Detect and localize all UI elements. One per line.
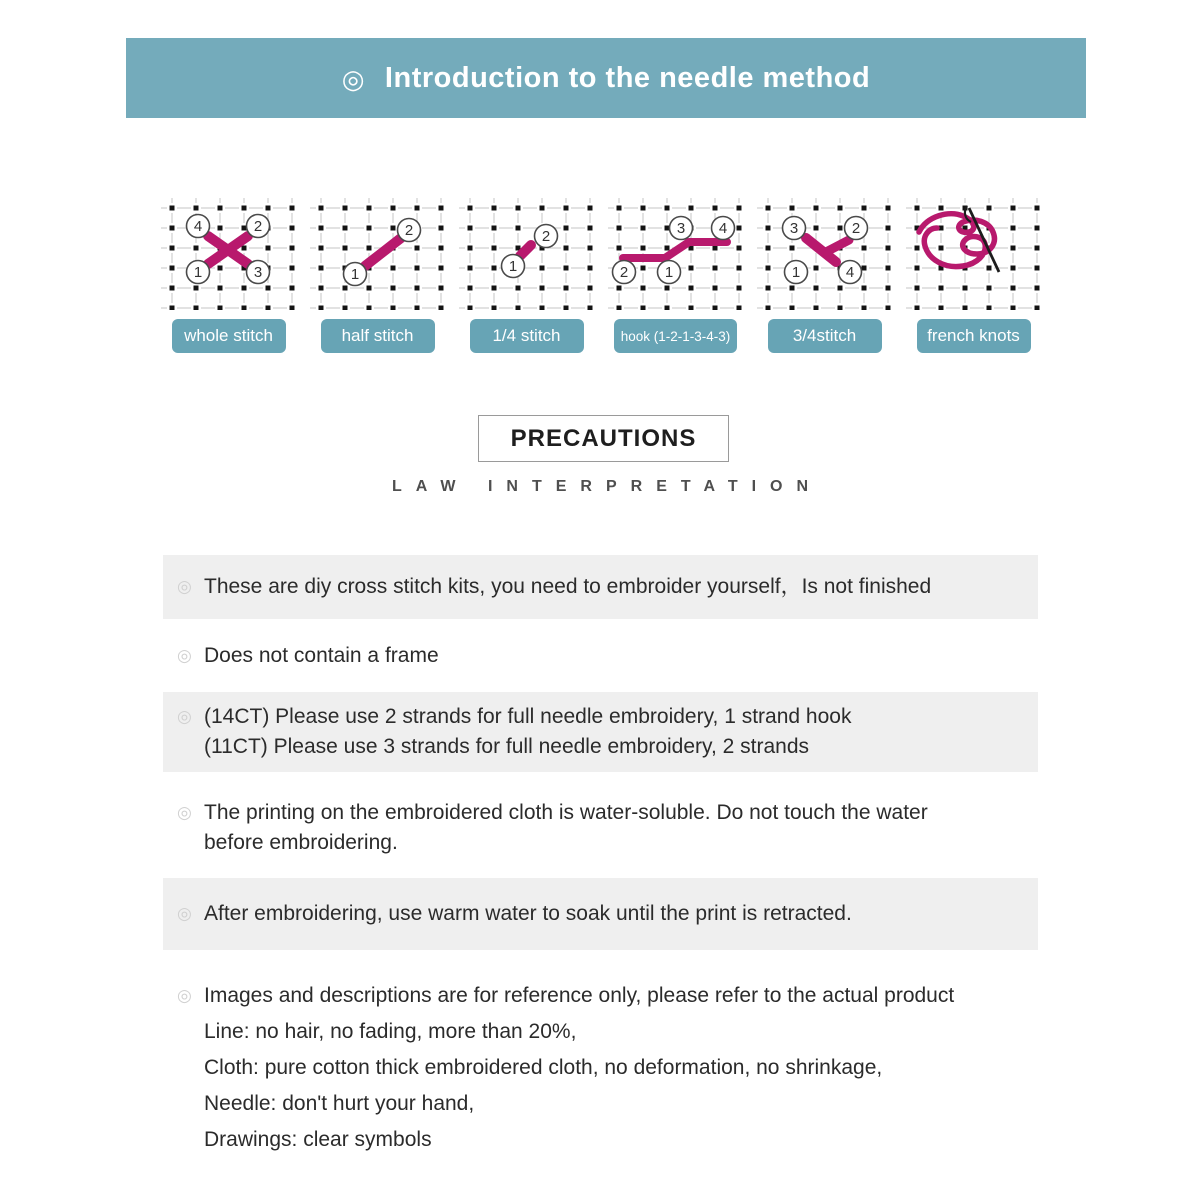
svg-text:1: 1 <box>350 266 360 283</box>
note-text: Line: no hair, no fading, more than 20%, <box>204 1020 577 1043</box>
diagram-three-quarter-stitch <box>756 198 893 353</box>
note-bullet-icon: ◎ <box>177 707 192 726</box>
double-circle-icon: ◎ <box>341 63 365 94</box>
svg-text:3: 3 <box>789 220 799 237</box>
stitch-point-marker <box>187 261 210 284</box>
precautions-title-box <box>478 415 729 462</box>
svg-text:1: 1 <box>508 258 518 275</box>
stitch-point-marker <box>783 217 806 240</box>
note-text: Images and descriptions are for reference only, please refer to the actual product <box>204 984 955 1007</box>
note-item <box>163 878 1038 950</box>
stitch-point-marker <box>785 261 808 284</box>
stitch-point-marker <box>398 219 421 242</box>
diagram-half-stitch <box>309 198 446 353</box>
svg-text:1: 1 <box>791 264 801 281</box>
note-text: (14CT) Please use 2 strands for full needle embroidery, 1 strand hook <box>204 705 852 728</box>
note-text: These are diy cross stitch kits, you need to embroider yourself，Is not finished <box>204 575 932 598</box>
note-item <box>163 692 1038 772</box>
svg-text:3: 3 <box>676 220 686 237</box>
three-quarter-stitch-illustration <box>756 198 893 310</box>
stitch-point-marker <box>712 217 735 240</box>
note-bullet-icon: ◎ <box>177 646 192 665</box>
diagram-label-french-knots: french knots <box>917 319 1031 353</box>
svg-text:2: 2 <box>404 222 414 239</box>
svg-text:3: 3 <box>253 264 263 281</box>
svg-text:2: 2 <box>541 228 551 245</box>
diagram-label-three-quarter: 3/4stitch <box>768 319 882 353</box>
note-item <box>163 798 1038 858</box>
note-item <box>163 978 1038 1158</box>
stitch-point-marker <box>502 255 525 278</box>
svg-text:1: 1 <box>193 264 203 281</box>
precaution-notes-list <box>163 555 1038 1158</box>
diagram-label-quarter-stitch: 1/4 stitch <box>470 319 584 353</box>
stitch-point-marker <box>344 263 367 286</box>
note-bullet-icon: ◎ <box>177 577 192 596</box>
svg-text:4: 4 <box>193 218 203 235</box>
svg-text:1: 1 <box>664 264 674 281</box>
stitch-point-marker <box>247 215 270 238</box>
precautions-title: PRECAUTIONS <box>510 424 697 452</box>
diagram-whole-stitch <box>160 198 297 353</box>
note-bullet-icon: ◎ <box>177 904 192 923</box>
diagram-french-knots <box>905 198 1042 353</box>
svg-text:2: 2 <box>851 220 861 237</box>
stitch-point-marker <box>535 225 558 248</box>
note-text: Cloth: pure cotton thick embroidered cloth, no deformation, no shrinkage, <box>204 1056 883 1079</box>
stitch-point-marker <box>670 217 693 240</box>
stitch-point-marker <box>187 215 210 238</box>
diagram-label-whole-stitch: whole stitch <box>172 319 286 353</box>
note-text: Drawings: clear symbols <box>204 1128 432 1151</box>
whole-stitch-illustration <box>160 198 297 310</box>
hook-stitch-illustration <box>607 198 744 310</box>
half-stitch-illustration <box>309 198 446 310</box>
svg-text:4: 4 <box>845 264 855 281</box>
diagram-label-hook: hook (1-2-1-3-4-3) <box>614 319 738 353</box>
note-text: (11CT) Please use 3 strands for full needle embroidery, 2 strands <box>204 735 810 758</box>
note-item <box>163 555 1038 619</box>
stitch-point-marker <box>247 261 270 284</box>
note-bullet-icon: ◎ <box>177 986 192 1005</box>
diagram-label-half-stitch: half stitch <box>321 319 435 353</box>
quarter-stitch-illustration <box>458 198 595 310</box>
note-text: The printing on the embroidered cloth is water-soluble. Do not touch the water <box>204 801 928 824</box>
stitch-point-marker <box>845 217 868 240</box>
diagram-quarter-stitch <box>458 198 595 353</box>
stitch-point-marker <box>839 261 862 284</box>
note-text: Does not contain a frame <box>204 644 439 667</box>
svg-text:2: 2 <box>253 218 263 235</box>
header-banner <box>126 38 1086 118</box>
page-title: Introduction to the needle method <box>384 61 871 94</box>
svg-text:2: 2 <box>619 264 629 281</box>
stitch-point-marker <box>613 261 636 284</box>
note-bullet-icon: ◎ <box>177 803 192 822</box>
precautions-subtitle: LAW INTERPRETATION <box>391 478 823 495</box>
note-text: before embroidering. <box>204 831 398 854</box>
svg-text:4: 4 <box>718 220 728 237</box>
diagram-hook-stitch <box>607 198 744 353</box>
note-item <box>163 641 1038 671</box>
stitch-point-marker <box>658 261 681 284</box>
french-knots-illustration <box>905 198 1042 310</box>
note-text: After embroidering, use warm water to soak until the print is retracted. <box>204 902 852 925</box>
note-text: Needle: don't hurt your hand, <box>204 1092 475 1115</box>
stitch-diagrams-row <box>160 198 1042 353</box>
